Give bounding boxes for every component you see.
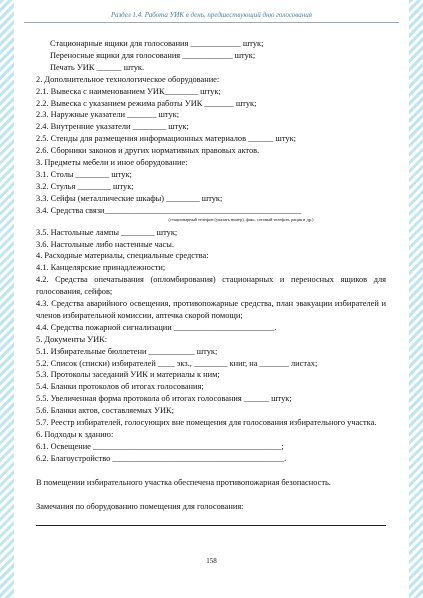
right-stripe-border bbox=[409, 0, 423, 598]
text-paragraph: 5.7. Реестр избирателей, голосующих вне помещения для голосования избирательного участка. bbox=[36, 418, 377, 428]
text-line: Печать УИК ______ штук. bbox=[50, 62, 145, 72]
text-line: 5.4. Бланки протоколов об итогах голосования; bbox=[36, 382, 204, 392]
text-line: 3.2. Стулья ________ штук; bbox=[36, 181, 134, 191]
section-heading: 5. Документы УИК: bbox=[36, 334, 108, 344]
text-line: 6.1. Освещение _____________________________________________; bbox=[36, 441, 284, 451]
section-heading: 6. Подходы к зданию: bbox=[36, 430, 114, 439]
text-line: 3.1. Столы ________ штук; bbox=[36, 169, 132, 179]
fire-safety-statement: В помещении избирательного участка обеспечена противопожарная безопасность. bbox=[36, 477, 331, 487]
text-line: 3.4. Средства связи_______________________________________________ bbox=[36, 205, 302, 215]
text-line: 3.5. Настольные лампы ________ штук; bbox=[36, 227, 178, 237]
field-note: (стационарный телефон (указать номер), факс, сотовый телефон, рация и др.) bbox=[168, 216, 314, 222]
remarks-label: Замечания по оборудованию помещения для голосования: bbox=[36, 501, 244, 511]
text-line: Переносные ящики для голосования ____________ штук; bbox=[50, 50, 256, 60]
header-rule bbox=[24, 22, 399, 23]
section-heading: 3. Предметы мебели и иное оборудование: bbox=[36, 158, 188, 168]
text-paragraph: 4.3. Средства аварийного освещения, противопожарные средства, план эвакуации избирателей и членов избирательной комиссии, аптечка скорой помощи; bbox=[36, 299, 386, 320]
text-line: 4.1. Канцелярские принадлежности; bbox=[36, 263, 166, 273]
text-line: Стационарные ящики для голосования ____________ штук; bbox=[50, 39, 264, 48]
text-line: 2.3. Наружные указатели _______ штук; bbox=[36, 110, 180, 120]
remarks-rule bbox=[36, 515, 386, 526]
section-heading: 2. Дополнительное технологическое оборудование: bbox=[36, 74, 220, 84]
text-line: 2.5. Стенды для размещения информационных материалов ______ штук; bbox=[36, 134, 296, 144]
text-line: 5.2. Список (списки) избирателей ____ экз., ________ книг, на _______ листах; bbox=[36, 358, 318, 368]
text-line: 3.3. Сейфы (металлические шкафы) ________ штук; bbox=[36, 193, 223, 203]
left-stripe-border bbox=[0, 0, 14, 598]
text-line: 2.1. Вывеска с наименованием УИК________ штук; bbox=[36, 86, 221, 96]
section-heading: 4. Расходные материалы, специальные средства: bbox=[36, 251, 209, 261]
page-number: 158 bbox=[206, 557, 217, 565]
text-line: 5.5. Увеличенная форма протокола об итогах голосования ______ штук; bbox=[36, 394, 292, 404]
text-line: 5.6. Бланки актов, составляемых УИК; bbox=[36, 406, 174, 416]
text-line: 6.2. Благоустройство _________________________________________. bbox=[36, 453, 287, 463]
text-line: 2.2. Вывеска с указанием режима работы УИК _______ штук; bbox=[36, 98, 257, 108]
text-line: 4.4. Средства пожарной сигнализации ________________________. bbox=[36, 322, 277, 332]
text-line: 5.3. Протоколы заседаний УИК и материалы к ним; bbox=[36, 370, 220, 380]
text-line: 5.1. Избирательные бюллетени ___________ штук; bbox=[36, 346, 218, 356]
text-line: 2.4. Внутренние указатели ________ штук; bbox=[36, 122, 189, 132]
text-paragraph: 4.2. Средства опечатывания (опломбирования) стационарных и переносных ящиков для голосования, сейфов; bbox=[36, 275, 386, 297]
running-header: Раздел 1.4. Работа УИК в день, предшествующий дню голосования bbox=[110, 11, 313, 19]
text-line: 3.6. Настольные либо настенные часы. bbox=[36, 239, 174, 249]
text-line: 2.6. Сборники законов и других нормативных правовых актов. bbox=[36, 146, 260, 156]
document-body bbox=[36, 38, 386, 526]
